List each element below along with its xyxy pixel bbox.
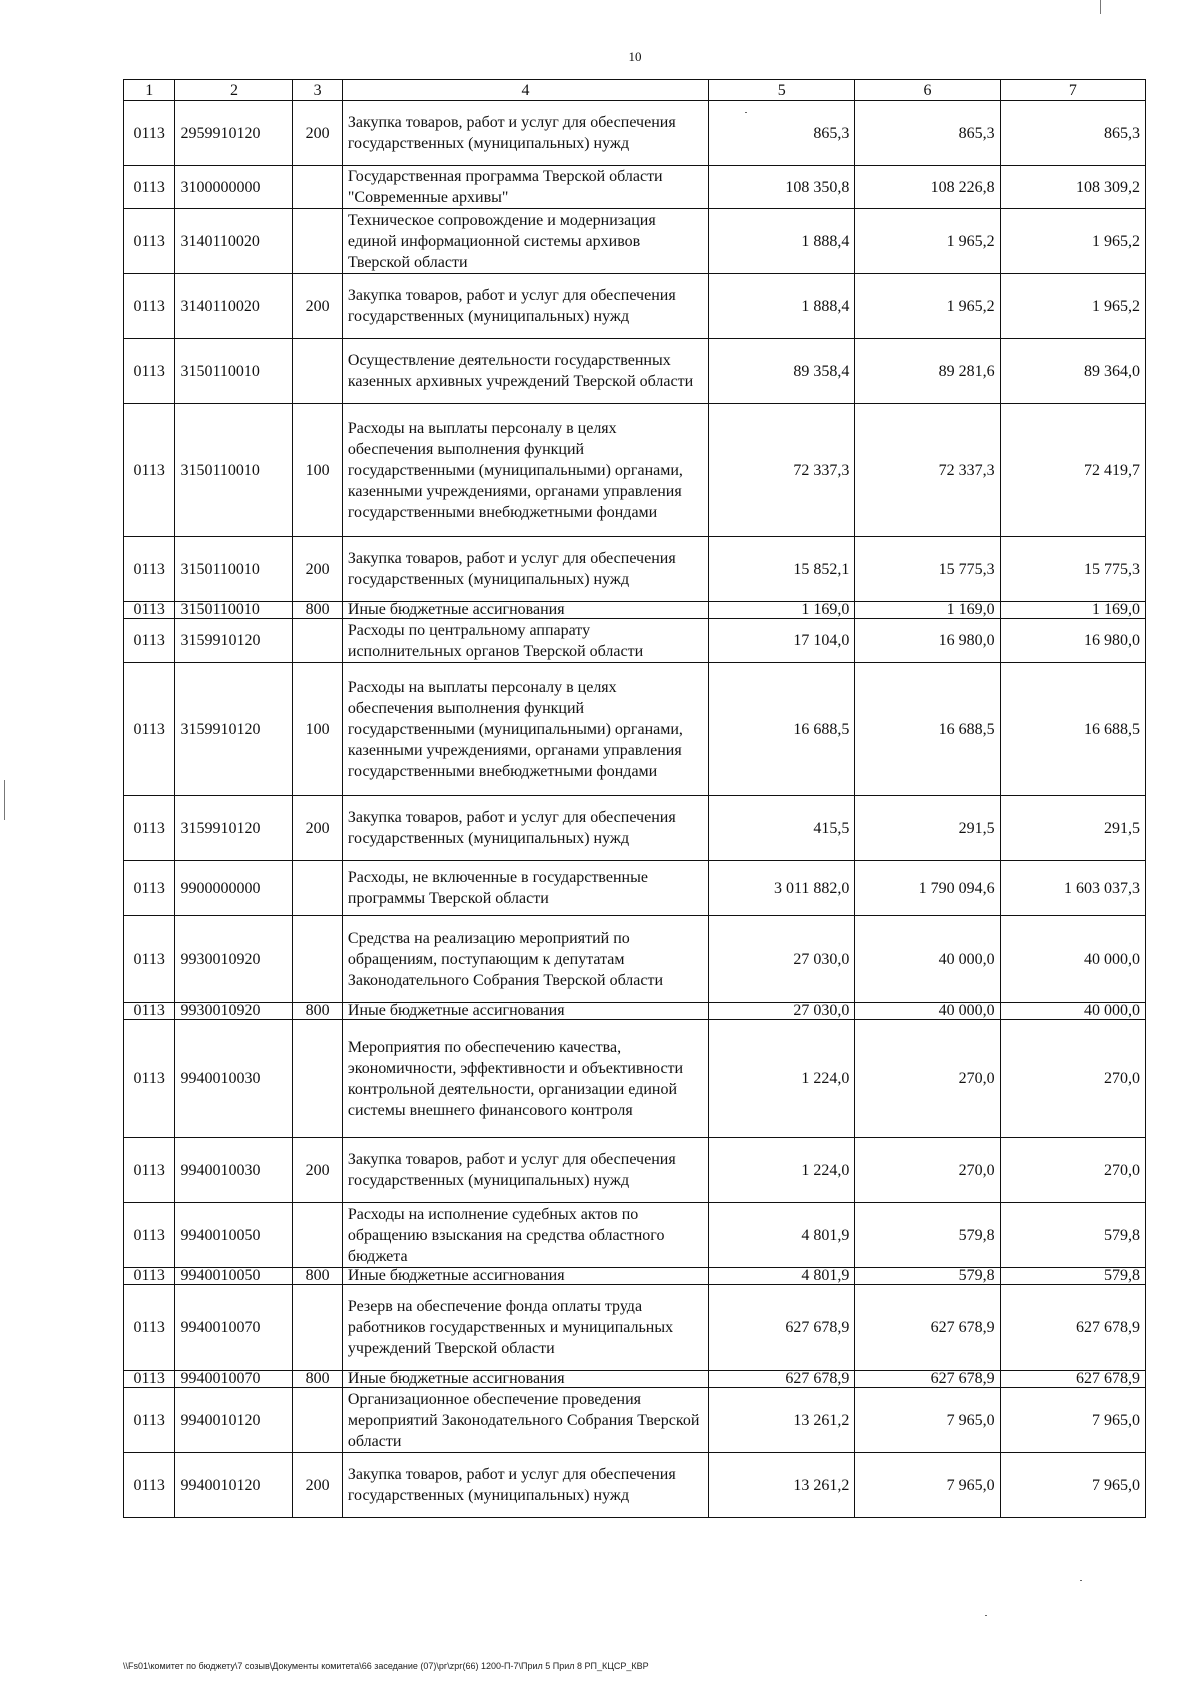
header-cell: 2	[175, 80, 293, 101]
cell-amount-col5: 4 801,9	[709, 1268, 855, 1285]
cell-amount-col6: 579,8	[855, 1203, 1000, 1268]
cell-amount-col5: 72 337,3	[709, 404, 855, 537]
cell-amount-col6: 40 000,0	[855, 1003, 1000, 1020]
cell-amount-col6: 1 790 094,6	[855, 861, 1000, 916]
cell-amount-col6: 1 965,2	[855, 209, 1000, 274]
cell-amount-col5: 1 169,0	[709, 602, 855, 619]
table-row	[124, 619, 1146, 663]
cell-expense-type	[293, 209, 342, 274]
cell-amount-col5: 415,5	[709, 796, 855, 861]
table-row	[124, 1003, 1146, 1020]
cell-amount-col7: 7 965,0	[1000, 1453, 1145, 1518]
cell-amount-col7: 1 603 037,3	[1000, 861, 1145, 916]
cell-description: Расходы на исполнение судебных актов по обращению взыскания на средства областного бюджета	[342, 1203, 708, 1268]
table-row	[124, 404, 1146, 537]
cell-expense-type: 100	[293, 404, 342, 537]
cell-expense-type	[293, 1020, 342, 1138]
cell-section: 0113	[124, 1138, 175, 1203]
table-row	[124, 101, 1146, 166]
cell-target-article: 3159910120	[175, 796, 293, 861]
footer-file-path: \\Fs01\комитет по бюджету\7 созыв\Документы комитета\66 заседание (07)\рг\zрг(66) 1200-П-7\Прил 5 Прил 8 РП_КЦСР_КВР	[123, 1661, 649, 1671]
cell-target-article: 9930010920	[175, 916, 293, 1003]
cell-target-article: 9940010030	[175, 1138, 293, 1203]
cell-section: 0113	[124, 1285, 175, 1371]
cell-amount-col5: 3 011 882,0	[709, 861, 855, 916]
cell-amount-col6: 16 688,5	[855, 663, 1000, 796]
cell-expense-type	[293, 1203, 342, 1268]
table-row	[124, 274, 1146, 339]
cell-target-article: 3140110020	[175, 209, 293, 274]
cell-amount-col7: 627 678,9	[1000, 1371, 1145, 1388]
cell-amount-col5: 13 261,2	[709, 1453, 855, 1518]
cell-amount-col5: 1 888,4	[709, 209, 855, 274]
cell-expense-type: 200	[293, 1138, 342, 1203]
cell-amount-col5: 627 678,9	[709, 1371, 855, 1388]
cell-target-article: 9940010050	[175, 1268, 293, 1285]
cell-description: Иные бюджетные ассигнования	[342, 1371, 708, 1388]
table-row	[124, 663, 1146, 796]
cell-amount-col6: 108 226,8	[855, 166, 1000, 209]
cell-expense-type: 200	[293, 796, 342, 861]
cell-section: 0113	[124, 537, 175, 602]
cell-description: Расходы по центральному аппарату исполнительных органов Тверской области	[342, 619, 708, 663]
cell-description: Закупка товаров, работ и услуг для обеспечения государственных (муниципальных) нужд	[342, 274, 708, 339]
cell-expense-type: 100	[293, 663, 342, 796]
cell-amount-col5: 89 358,4	[709, 339, 855, 404]
cell-section: 0113	[124, 209, 175, 274]
table-row	[124, 1285, 1146, 1371]
cell-amount-col6: 1 169,0	[855, 602, 1000, 619]
cell-expense-type: 800	[293, 1003, 342, 1020]
cell-amount-col5: 27 030,0	[709, 1003, 855, 1020]
cell-target-article: 3150110010	[175, 404, 293, 537]
cell-amount-col7: 40 000,0	[1000, 1003, 1145, 1020]
cell-amount-col6: 7 965,0	[855, 1388, 1000, 1453]
scan-artifact	[4, 780, 5, 820]
table-row	[124, 1453, 1146, 1518]
cell-expense-type: 200	[293, 274, 342, 339]
cell-section: 0113	[124, 1020, 175, 1138]
cell-section: 0113	[124, 916, 175, 1003]
cell-section: 0113	[124, 101, 175, 166]
header-cell: 5	[709, 80, 855, 101]
cell-target-article: 3150110010	[175, 339, 293, 404]
cell-amount-col5: 27 030,0	[709, 916, 855, 1003]
cell-amount-col7: 15 775,3	[1000, 537, 1145, 602]
table-row	[124, 1268, 1146, 1285]
header-cell: 4	[342, 80, 708, 101]
cell-amount-col6: 270,0	[855, 1020, 1000, 1138]
cell-amount-col6: 40 000,0	[855, 916, 1000, 1003]
header-cell: 3	[293, 80, 342, 101]
cell-amount-col7: 7 965,0	[1000, 1388, 1145, 1453]
cell-target-article: 9900000000	[175, 861, 293, 916]
cell-amount-col7: 291,5	[1000, 796, 1145, 861]
cell-target-article: 9940010070	[175, 1371, 293, 1388]
scan-artifact	[745, 112, 747, 113]
cell-amount-col6: 865,3	[855, 101, 1000, 166]
cell-amount-col6: 15 775,3	[855, 537, 1000, 602]
cell-amount-col6: 89 281,6	[855, 339, 1000, 404]
cell-section: 0113	[124, 861, 175, 916]
cell-section: 0113	[124, 339, 175, 404]
cell-description: Закупка товаров, работ и услуг для обеспечения государственных (муниципальных) нужд	[342, 101, 708, 166]
cell-expense-type	[293, 339, 342, 404]
cell-amount-col6: 16 980,0	[855, 619, 1000, 663]
cell-amount-col7: 579,8	[1000, 1203, 1145, 1268]
cell-amount-col7: 72 419,7	[1000, 404, 1145, 537]
cell-description: Иные бюджетные ассигнования	[342, 1003, 708, 1020]
cell-section: 0113	[124, 1388, 175, 1453]
table-row	[124, 209, 1146, 274]
header-cell: 7	[1000, 80, 1145, 101]
cell-description: Резерв на обеспечение фонда оплаты труда работников государственных и муниципальных учреждений Тверской области	[342, 1285, 708, 1371]
cell-amount-col6: 627 678,9	[855, 1371, 1000, 1388]
cell-expense-type: 800	[293, 1268, 342, 1285]
cell-amount-col7: 1 965,2	[1000, 274, 1145, 339]
cell-section: 0113	[124, 619, 175, 663]
cell-target-article: 9930010920	[175, 1003, 293, 1020]
table-header-row	[124, 80, 1146, 101]
cell-amount-col6: 627 678,9	[855, 1285, 1000, 1371]
table-row	[124, 916, 1146, 1003]
cell-target-article: 9940010120	[175, 1453, 293, 1518]
cell-amount-col7: 627 678,9	[1000, 1285, 1145, 1371]
table-row	[124, 796, 1146, 861]
cell-description: Закупка товаров, работ и услуг для обеспечения государственных (муниципальных) нужд	[342, 537, 708, 602]
cell-expense-type	[293, 861, 342, 916]
cell-description: Закупка товаров, работ и услуг для обеспечения государственных (муниципальных) нужд	[342, 1138, 708, 1203]
cell-amount-col5: 1 888,4	[709, 274, 855, 339]
cell-section: 0113	[124, 274, 175, 339]
cell-section: 0113	[124, 1268, 175, 1285]
cell-expense-type	[293, 166, 342, 209]
cell-description: Расходы, не включенные в государственные программы Тверской области	[342, 861, 708, 916]
cell-amount-col6: 7 965,0	[855, 1453, 1000, 1518]
cell-target-article: 3150110010	[175, 602, 293, 619]
header-cell: 6	[855, 80, 1000, 101]
cell-section: 0113	[124, 1203, 175, 1268]
cell-amount-col7: 1 965,2	[1000, 209, 1145, 274]
cell-amount-col5: 17 104,0	[709, 619, 855, 663]
cell-expense-type	[293, 1388, 342, 1453]
scan-artifact	[1080, 1580, 1082, 1581]
cell-expense-type	[293, 916, 342, 1003]
cell-target-article: 3150110010	[175, 537, 293, 602]
cell-amount-col7: 16 980,0	[1000, 619, 1145, 663]
cell-target-article: 3140110020	[175, 274, 293, 339]
cell-amount-col5: 1 224,0	[709, 1138, 855, 1203]
cell-amount-col6: 1 965,2	[855, 274, 1000, 339]
cell-description: Средства на реализацию мероприятий по обращениям, поступающим к депутатам Законодательного Собрания Тверской области	[342, 916, 708, 1003]
cell-amount-col6: 291,5	[855, 796, 1000, 861]
cell-description: Государственная программа Тверской области "Современные архивы"	[342, 166, 708, 209]
cell-amount-col7: 89 364,0	[1000, 339, 1145, 404]
cell-target-article: 2959910120	[175, 101, 293, 166]
cell-description: Иные бюджетные ассигнования	[342, 602, 708, 619]
cell-section: 0113	[124, 1371, 175, 1388]
cell-target-article: 9940010120	[175, 1388, 293, 1453]
cell-amount-col7: 865,3	[1000, 101, 1145, 166]
cell-description: Организационное обеспечение проведения мероприятий Законодательного Собрания Тверской области	[342, 1388, 708, 1453]
cell-section: 0113	[124, 1453, 175, 1518]
cell-section: 0113	[124, 166, 175, 209]
cell-amount-col6: 579,8	[855, 1268, 1000, 1285]
cell-expense-type	[293, 619, 342, 663]
cell-expense-type: 200	[293, 1453, 342, 1518]
cell-section: 0113	[124, 1003, 175, 1020]
cell-amount-col7: 108 309,2	[1000, 166, 1145, 209]
scan-artifact	[985, 1615, 987, 1616]
table-row	[124, 602, 1146, 619]
cell-amount-col7: 579,8	[1000, 1268, 1145, 1285]
table-row	[124, 1371, 1146, 1388]
cell-amount-col6: 72 337,3	[855, 404, 1000, 537]
cell-description: Мероприятия по обеспечению качества, экономичности, эффективности и объективности контрольной деятельности, организации единой системы внешнего финансового контроля	[342, 1020, 708, 1138]
cell-description: Осуществление деятельности государственных казенных архивных учреждений Тверской области	[342, 339, 708, 404]
table-row	[124, 1138, 1146, 1203]
scan-artifact	[1100, 0, 1101, 14]
cell-amount-col7: 40 000,0	[1000, 916, 1145, 1003]
cell-amount-col5: 16 688,5	[709, 663, 855, 796]
cell-description: Расходы на выплаты персоналу в целях обеспечения выполнения функций государственными (муниципальными) органами, казенными учреждениями, органами управления государственными внебюджетными фондами	[342, 404, 708, 537]
cell-section: 0113	[124, 796, 175, 861]
cell-target-article: 9940010030	[175, 1020, 293, 1138]
cell-amount-col5: 108 350,8	[709, 166, 855, 209]
cell-target-article: 9940010070	[175, 1285, 293, 1371]
cell-target-article: 3159910120	[175, 663, 293, 796]
budget-table	[123, 79, 1146, 1518]
cell-amount-col5: 865,3	[709, 101, 855, 166]
table-row	[124, 1020, 1146, 1138]
table-row	[124, 861, 1146, 916]
table-row	[124, 537, 1146, 602]
cell-expense-type: 800	[293, 602, 342, 619]
table-row	[124, 1203, 1146, 1268]
header-cell: 1	[124, 80, 175, 101]
page-number: 10	[628, 49, 642, 64]
cell-amount-col7: 1 169,0	[1000, 602, 1145, 619]
cell-expense-type: 200	[293, 101, 342, 166]
cell-amount-col5: 4 801,9	[709, 1203, 855, 1268]
cell-amount-col6: 270,0	[855, 1138, 1000, 1203]
cell-amount-col5: 15 852,1	[709, 537, 855, 602]
cell-amount-col5: 627 678,9	[709, 1285, 855, 1371]
cell-amount-col7: 270,0	[1000, 1138, 1145, 1203]
cell-section: 0113	[124, 404, 175, 537]
cell-amount-col7: 16 688,5	[1000, 663, 1145, 796]
cell-amount-col5: 13 261,2	[709, 1388, 855, 1453]
cell-section: 0113	[124, 663, 175, 796]
cell-description: Расходы на выплаты персоналу в целях обеспечения выполнения функций государственными (муниципальными) органами, казенными учреждениями, органами управления государственными внебюджетными фондами	[342, 663, 708, 796]
cell-description: Закупка товаров, работ и услуг для обеспечения государственных (муниципальных) нужд	[342, 796, 708, 861]
cell-target-article: 3100000000	[175, 166, 293, 209]
cell-description: Иные бюджетные ассигнования	[342, 1268, 708, 1285]
table-body	[124, 101, 1146, 1518]
cell-description: Техническое сопровождение и модернизация единой информационной системы архивов Тверской области	[342, 209, 708, 274]
cell-description: Закупка товаров, работ и услуг для обеспечения государственных (муниципальных) нужд	[342, 1453, 708, 1518]
cell-amount-col7: 270,0	[1000, 1020, 1145, 1138]
cell-expense-type	[293, 1285, 342, 1371]
cell-expense-type: 800	[293, 1371, 342, 1388]
cell-target-article: 9940010050	[175, 1203, 293, 1268]
table-row	[124, 1388, 1146, 1453]
cell-target-article: 3159910120	[175, 619, 293, 663]
cell-expense-type: 200	[293, 537, 342, 602]
table-row	[124, 166, 1146, 209]
cell-section: 0113	[124, 602, 175, 619]
table-row	[124, 339, 1146, 404]
cell-amount-col5: 1 224,0	[709, 1020, 855, 1138]
